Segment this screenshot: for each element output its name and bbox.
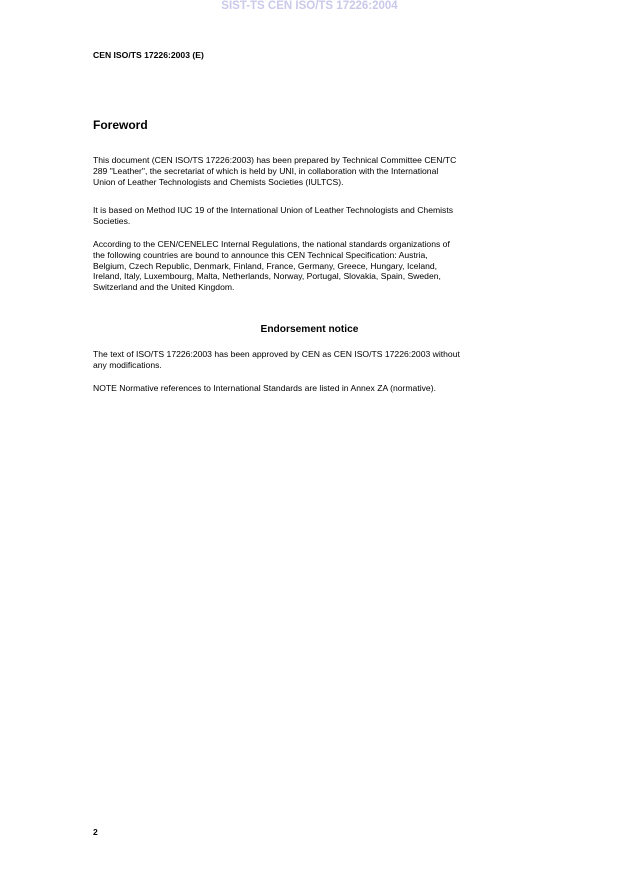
paragraph-committee xyxy=(93,155,456,187)
text-line: Union of Leather Technologists and Chemists Societies (IULTCS). xyxy=(93,176,344,187)
paragraph-method xyxy=(93,205,453,227)
foreword-heading: Foreword xyxy=(93,118,148,132)
text-line: NOTE Normative references to International Standards are listed in Annex ZA (normative). xyxy=(93,383,436,393)
text-line: Switzerland and the United Kingdom. xyxy=(93,282,235,293)
paragraph-note xyxy=(93,383,436,394)
text-line: 289 "Leather", the secretariat of which is held by UNI, in collaboration with the International xyxy=(93,165,439,176)
paragraph-countries xyxy=(93,239,450,293)
text-line: It is based on Method IUC 19 of the International Union of Leather Technologists and Chemists xyxy=(93,205,454,215)
page-number: 2 xyxy=(93,827,98,837)
text-line: Belgium, Czech Republic, Denmark, Finland, France, Germany, Greece, Hungary, Iceland, xyxy=(93,260,438,271)
watermark: SIST-TS CEN ISO/TS 17226:2004 xyxy=(221,0,398,12)
text-line: According to the CEN/CENELEC Internal Regulations, the national standards organizations of xyxy=(93,239,450,249)
endorsement-heading: Endorsement notice xyxy=(260,324,359,335)
text-line: This document (CEN ISO/TS 17226:2003) has been prepared by Technical Committee CEN/TC xyxy=(93,155,457,165)
text-line: Ireland, Italy, Luxembourg, Malta, Netherlands, Norway, Portugal, Slovakia, Spain, Sweden, xyxy=(93,271,441,282)
paragraph-endorsement xyxy=(93,349,460,371)
text-line: The text of ISO/TS 17226:2003 has been approved by CEN as CEN ISO/TS 17226:2003 without xyxy=(93,349,460,359)
text-line: Societies. xyxy=(93,215,131,226)
text-line: the following countries are bound to announce this CEN Technical Specification: Austria, xyxy=(93,249,428,260)
document-header: CEN ISO/TS 17226:2003 (E) xyxy=(93,50,204,60)
text-line: any modifications. xyxy=(93,359,162,370)
